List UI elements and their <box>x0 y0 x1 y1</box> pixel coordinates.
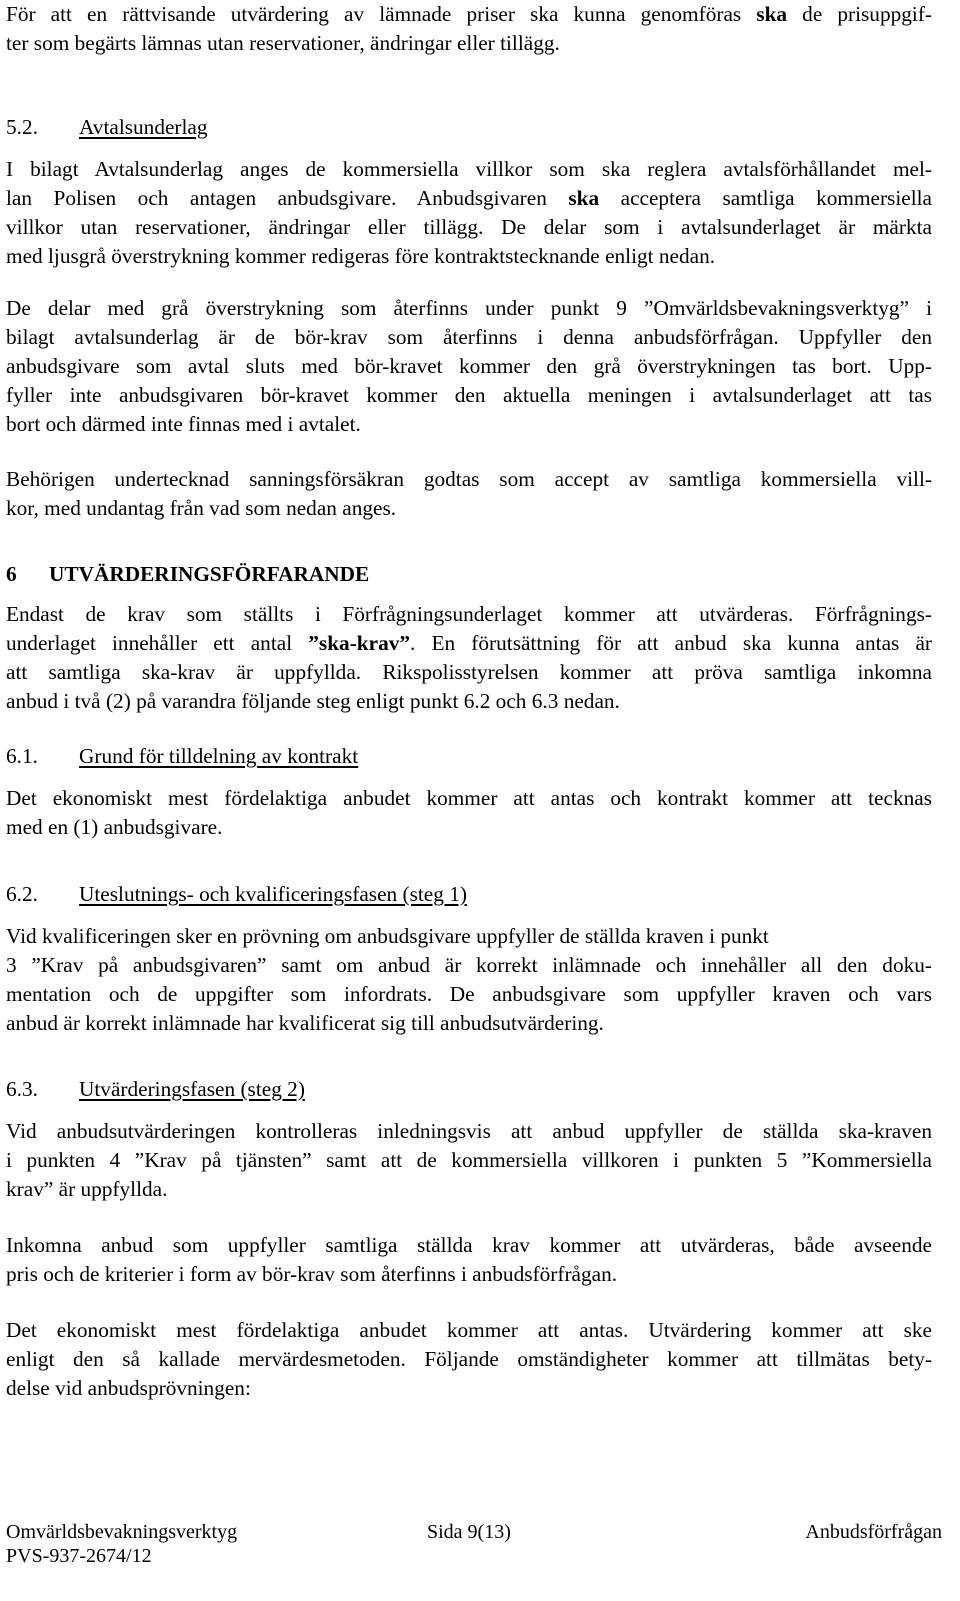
section-number: 6 <box>6 562 17 586</box>
text-line: att samtliga ska-krav är uppfyllda. Rikspolisstyrelsen kommer att pröva samtliga inkomna <box>6 660 932 684</box>
text-line: I bilagt Avtalsunderlag anges de kommersiella villkor som ska reglera avtalsförhållandet mel- <box>6 157 932 181</box>
text-line: Vid kvalificeringen sker en prövning om anbudsgivare uppfyller de ställda kraven i punkt <box>6 924 769 948</box>
paragraph <box>6 922 932 1038</box>
paragraph <box>6 784 932 842</box>
footer-left: Omvärldsbevakningsverktyg <box>6 1521 238 1543</box>
section-title: Avtalsunderlag <box>79 115 208 139</box>
text-line: med en (1) anbudsgivare. <box>6 815 223 839</box>
footer-reference <box>6 1544 932 1568</box>
text-line: villkor utan reservationer, ändringar eller tillägg. De delar som i avtalsunderlaget är märkta <box>6 215 932 239</box>
section-heading-6-3 <box>6 1075 932 1104</box>
text-line: fyller inte anbudsgivaren bör-kravet kommer den aktuella meningen i avtalsunderlaget att tas <box>6 383 932 407</box>
paragraph <box>6 465 932 523</box>
text-line: delse vid anbudsprövningen: <box>6 1376 251 1400</box>
section-number: 6.3. <box>6 1077 38 1101</box>
intro-paragraph <box>6 0 932 58</box>
text-line: Vid anbudsutvärderingen kontrolleras inledningsvis att anbud uppfyller de ställda ska-kraven <box>6 1119 932 1143</box>
text-line: Det ekonomiskt mest fördelaktiga anbudet kommer att antas. Utvärdering kommer att ske <box>6 1318 932 1342</box>
section-number: 6.2. <box>6 882 38 906</box>
text-line: anbudsgivare som avtal sluts med bör-kravet kommer den grå överstrykningen tas bort. Upp- <box>6 354 932 378</box>
text-line: kor, med undantag från vad som nedan anges. <box>6 496 397 520</box>
text-line: enligt den så kallade mervärdesmetoden. Följande omständigheter kommer att tillmätas bety- <box>6 1347 932 1371</box>
page-number: Sida 9(13) <box>427 1521 511 1543</box>
text-line: pris och de kriterier i form av bör-krav som återfinns i anbudsförfrågan. <box>6 1262 618 1286</box>
text-line: i punkten 4 ”Krav på tjänsten” samt att de kommersiella villkoren i punkten 5 ”Kommersiella <box>6 1148 932 1172</box>
paragraph <box>6 155 932 271</box>
paragraph <box>6 1316 932 1403</box>
section-number: 6.1. <box>6 744 38 768</box>
paragraph <box>6 1117 932 1204</box>
text-line: bilagt avtalsunderlag är de bör-krav som återfinns i denna anbudsförfrågan. Uppfyller den <box>6 325 932 349</box>
footer-right: Anbudsförfrågan <box>805 1521 942 1543</box>
text-line: krav” är uppfyllda. <box>6 1177 168 1201</box>
section-heading-5-2 <box>6 113 932 142</box>
text-line: Endast de krav som ställts i Förfrågningsunderlaget kommer att utvärderas. Förfrågnings- <box>6 602 932 626</box>
page-footer <box>6 1520 942 1544</box>
text-line: Behörigen undertecknad sanningsförsäkran godtas som accept av samtliga kommersiella vill- <box>6 467 932 491</box>
section-heading-6 <box>6 560 932 589</box>
section-title: Utvärderingsfasen (steg 2) <box>79 1077 305 1101</box>
document-reference: PVS-937-2674/12 <box>6 1545 152 1567</box>
section-heading-6-2 <box>6 880 932 909</box>
section-title: Grund för tilldelning av kontrakt <box>79 744 359 768</box>
text-line: anbud är korrekt inlämnade har kvalificerat sig till anbudsutvärdering. <box>6 1011 604 1035</box>
paragraph <box>6 1231 932 1289</box>
text-line: Det ekonomiskt mest fördelaktiga anbudet kommer att antas och kontrakt kommer att tecknas <box>6 786 932 810</box>
text-line: bort och därmed inte finnas med i avtalet. <box>6 412 361 436</box>
paragraph <box>6 294 932 439</box>
text-line: ter som begärts lämnas utan reservationer, ändringar eller tillägg. <box>6 31 560 55</box>
section-title: Uteslutnings- och kvalificeringsfasen (steg 1) <box>79 882 467 906</box>
text-line: mentation och de uppgifter som infordrats. De anbudsgivare som uppfyller kraven och vars <box>6 982 932 1006</box>
paragraph <box>6 600 932 716</box>
section-title: UTVÄRDERINGSFÖRFARANDE <box>49 562 370 586</box>
text-line: De delar med grå överstrykning som återfinns under punkt 9 ”Omvärldsbevakningsverktyg” i <box>6 296 932 320</box>
text-line: För att en rättvisande utvärdering av lämnade priser ska kunna genomföras ska de prisuppgif- <box>6 2 933 26</box>
text-line: med ljusgrå överstrykning kommer redigeras före kontraktstecknande enligt nedan. <box>6 244 716 268</box>
section-heading-6-1 <box>6 742 932 771</box>
section-number: 5.2. <box>6 115 38 139</box>
text-line: anbud i två (2) på varandra följande steg enligt punkt 6.2 och 6.3 nedan. <box>6 689 620 713</box>
text-line: lan Polisen och antagen anbudsgivare. Anbudsgivaren ska acceptera samtliga kommersiella <box>6 186 933 210</box>
text-line: 3 ”Krav på anbudsgivaren” samt om anbud är korrekt inlämnade och innehåller all den doku- <box>6 953 932 977</box>
text-line: underlaget innehåller ett antal ”ska-krav”. En förutsättning för att anbud ska kunna antas är <box>6 631 933 655</box>
text-line: Inkomna anbud som uppfyller samtliga ställda krav kommer att utvärderas, både avseende <box>6 1233 932 1257</box>
